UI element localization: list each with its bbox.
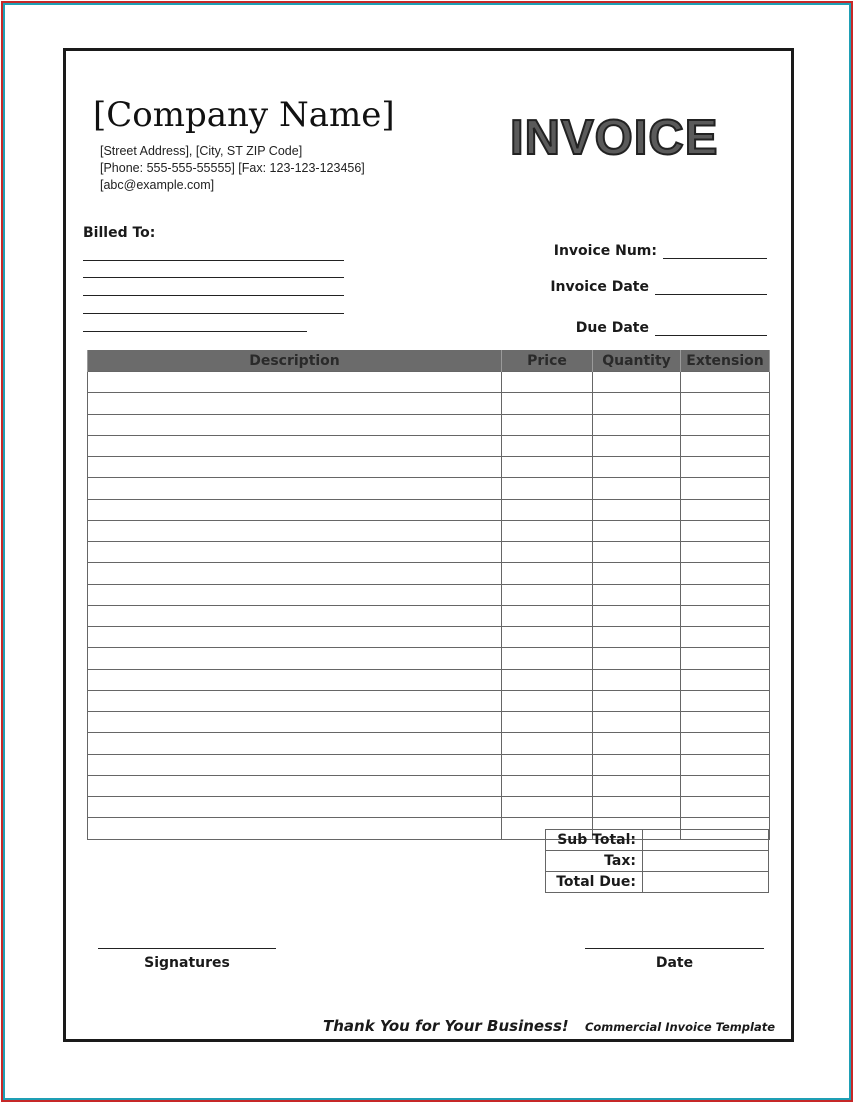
table-row <box>88 775 770 796</box>
quantity-cell[interactable] <box>593 648 681 669</box>
price-cell[interactable] <box>502 499 593 520</box>
price-cell[interactable] <box>502 690 593 711</box>
quantity-cell[interactable] <box>593 775 681 796</box>
extension-cell[interactable] <box>681 775 770 796</box>
price-cell[interactable] <box>502 435 593 456</box>
quantity-cell[interactable] <box>593 584 681 605</box>
price-cell[interactable] <box>502 542 593 563</box>
extension-cell[interactable] <box>681 563 770 584</box>
billed-to-line <box>83 331 307 332</box>
extension-cell[interactable] <box>681 754 770 775</box>
description-cell[interactable] <box>88 435 502 456</box>
quantity-cell[interactable] <box>593 520 681 541</box>
extension-cell[interactable] <box>681 797 770 818</box>
totals-table <box>545 829 769 893</box>
template-name: Commercial Invoice Template <box>584 1020 775 1034</box>
table-row <box>88 797 770 818</box>
extension-cell[interactable] <box>681 627 770 648</box>
billed-to-line <box>83 260 344 261</box>
description-cell[interactable] <box>88 712 502 733</box>
description-cell[interactable] <box>88 627 502 648</box>
price-cell[interactable] <box>502 669 593 690</box>
total-due-label: Total Due: <box>546 872 643 893</box>
description-cell[interactable] <box>88 669 502 690</box>
tax-label: Tax: <box>546 851 643 872</box>
line-items-table <box>87 350 770 840</box>
invoice-page <box>63 48 794 1042</box>
subtotal-label: Sub Total: <box>546 830 643 851</box>
quantity-cell[interactable] <box>593 372 681 393</box>
table-row <box>88 712 770 733</box>
table-row <box>88 627 770 648</box>
extension-cell[interactable] <box>681 499 770 520</box>
price-cell[interactable] <box>502 393 593 414</box>
table-row <box>88 478 770 499</box>
extension-cell[interactable] <box>681 520 770 541</box>
quantity-cell[interactable] <box>593 563 681 584</box>
quantity-cell[interactable] <box>593 733 681 754</box>
description-cell[interactable] <box>88 605 502 626</box>
description-cell[interactable] <box>88 797 502 818</box>
description-cell[interactable] <box>88 690 502 711</box>
extension-cell[interactable] <box>681 669 770 690</box>
price-cell[interactable] <box>502 605 593 626</box>
tax-row <box>546 851 769 872</box>
signatures-label: Signatures <box>144 955 230 971</box>
description-cell[interactable] <box>88 478 502 499</box>
quantity-cell[interactable] <box>593 499 681 520</box>
company-phone-fax: [Phone: 555-555-55555] [Fax: 123-123-123456] <box>100 161 365 175</box>
description-cell[interactable] <box>88 499 502 520</box>
invoice-date-line <box>655 282 767 295</box>
extension-cell[interactable] <box>681 414 770 435</box>
extension-cell[interactable] <box>681 733 770 754</box>
header-extension: Extension <box>681 350 770 372</box>
quantity-cell[interactable] <box>593 393 681 414</box>
header-quantity: Quantity <box>593 350 681 372</box>
price-cell[interactable] <box>502 627 593 648</box>
tax-value[interactable] <box>643 851 769 872</box>
total-due-row <box>546 872 769 893</box>
price-cell[interactable] <box>502 563 593 584</box>
description-cell[interactable] <box>88 754 502 775</box>
billed-to-label: Billed To: <box>83 225 156 241</box>
thank-you-message: Thank You for Your Business! <box>323 1017 569 1035</box>
table-row <box>88 733 770 754</box>
invoice-date-label: Invoice Date <box>550 279 649 295</box>
quantity-cell[interactable] <box>593 669 681 690</box>
table-row <box>88 435 770 456</box>
price-cell[interactable] <box>502 775 593 796</box>
invoice-title: INVOICE <box>510 111 719 165</box>
table-row <box>88 563 770 584</box>
subtotal-value[interactable] <box>643 830 769 851</box>
price-cell[interactable] <box>502 520 593 541</box>
due-date-label: Due Date <box>575 320 649 336</box>
description-cell[interactable] <box>88 393 502 414</box>
billed-to-line <box>83 313 344 314</box>
description-cell[interactable] <box>88 818 502 839</box>
company-email: [abc@example.com] <box>100 178 215 192</box>
description-cell[interactable] <box>88 648 502 669</box>
description-cell[interactable] <box>88 733 502 754</box>
price-cell[interactable] <box>502 754 593 775</box>
quantity-cell[interactable] <box>593 414 681 435</box>
table-row <box>88 414 770 435</box>
extension-cell[interactable] <box>681 372 770 393</box>
company-name: [Company Name] <box>93 95 395 135</box>
table-header-row <box>88 350 770 372</box>
extension-cell[interactable] <box>681 435 770 456</box>
total-due-value[interactable] <box>643 872 769 893</box>
description-cell[interactable] <box>88 457 502 478</box>
quantity-cell[interactable] <box>593 690 681 711</box>
table-row <box>88 754 770 775</box>
subtotal-row <box>546 830 769 851</box>
price-cell[interactable] <box>502 457 593 478</box>
line-items-body <box>88 372 770 840</box>
extension-cell[interactable] <box>681 542 770 563</box>
quantity-cell[interactable] <box>593 797 681 818</box>
table-row <box>88 457 770 478</box>
invoice-num-line <box>663 246 767 259</box>
extension-cell[interactable] <box>681 457 770 478</box>
extension-cell[interactable] <box>681 605 770 626</box>
price-cell[interactable] <box>502 478 593 499</box>
billed-to-line <box>83 277 344 278</box>
quantity-cell[interactable] <box>593 712 681 733</box>
description-cell[interactable] <box>88 520 502 541</box>
header-description: Description <box>88 350 502 372</box>
quantity-cell[interactable] <box>593 478 681 499</box>
due-date-line <box>655 323 767 336</box>
extension-cell[interactable] <box>681 584 770 605</box>
description-cell[interactable] <box>88 372 502 393</box>
table-row <box>88 520 770 541</box>
table-row <box>88 393 770 414</box>
table-row <box>88 648 770 669</box>
date-line <box>585 948 764 949</box>
invoice-num-field <box>554 243 767 259</box>
price-cell[interactable] <box>502 733 593 754</box>
price-cell[interactable] <box>502 584 593 605</box>
table-row <box>88 584 770 605</box>
price-cell[interactable] <box>502 712 593 733</box>
description-cell[interactable] <box>88 563 502 584</box>
description-cell[interactable] <box>88 584 502 605</box>
quantity-cell[interactable] <box>593 605 681 626</box>
extension-cell[interactable] <box>681 690 770 711</box>
description-cell[interactable] <box>88 775 502 796</box>
company-address: [Street Address], [City, ST ZIP Code] <box>100 144 303 158</box>
table-row <box>88 499 770 520</box>
price-cell[interactable] <box>502 414 593 435</box>
description-cell[interactable] <box>88 542 502 563</box>
due-date-field <box>576 320 767 336</box>
invoice-date-field <box>550 279 767 295</box>
extension-cell[interactable] <box>681 478 770 499</box>
invoice-num-label: Invoice Num: <box>553 243 657 259</box>
table-row <box>88 690 770 711</box>
price-cell[interactable] <box>502 648 593 669</box>
table-row <box>88 372 770 393</box>
extension-cell[interactable] <box>681 393 770 414</box>
quantity-cell[interactable] <box>593 754 681 775</box>
header-price: Price <box>502 350 593 372</box>
quantity-cell[interactable] <box>593 435 681 456</box>
table-row <box>88 669 770 690</box>
quantity-cell[interactable] <box>593 457 681 478</box>
price-cell[interactable] <box>502 372 593 393</box>
description-cell[interactable] <box>88 414 502 435</box>
table-row <box>88 542 770 563</box>
extension-cell[interactable] <box>681 712 770 733</box>
date-label: Date <box>655 955 694 971</box>
price-cell[interactable] <box>502 797 593 818</box>
quantity-cell[interactable] <box>593 542 681 563</box>
signature-line <box>98 948 276 949</box>
table-row <box>88 605 770 626</box>
billed-to-line <box>83 295 344 296</box>
quantity-cell[interactable] <box>593 627 681 648</box>
extension-cell[interactable] <box>681 648 770 669</box>
